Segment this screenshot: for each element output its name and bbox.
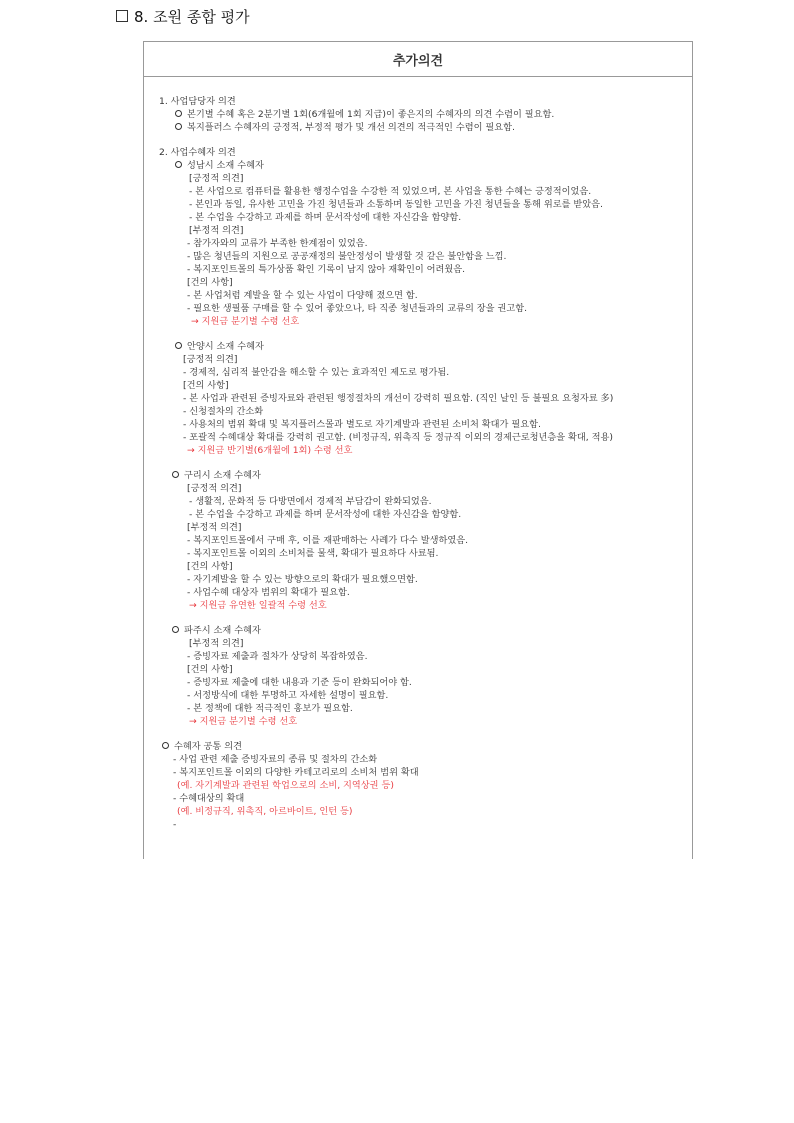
bullet-circle-icon xyxy=(175,342,182,349)
opinion-line-text: - 복지포인트몰의 특가상품 확인 기록이 남지 않아 재확인이 어려웠음. xyxy=(187,264,466,275)
opinion-box xyxy=(143,41,693,859)
opinion-line-text: → 지원금 분기별 수령 선호 xyxy=(191,316,300,327)
opinion-line xyxy=(189,508,461,521)
opinion-line xyxy=(175,340,264,353)
opinion-line-text: - 본 사업과 관련된 증빙자료와 관련된 행정절차의 개선이 강력히 필요함. (직인 날인 등 불필요 요청자료 多) xyxy=(183,393,614,404)
section-title: 8. 조원 종합 평가 xyxy=(134,7,250,26)
opinion-line-text: - 경제적, 심리적 불안감을 해소할 수 있는 효과적인 제도로 평가됨. xyxy=(183,367,450,378)
opinion-line-text: - 복지포인트몰 이외의 소비처를 물색, 확대가 필요하다 사료됨. xyxy=(187,548,439,559)
opinion-line-text: - 수혜대상의 확대 xyxy=(173,793,245,804)
opinion-line xyxy=(189,224,243,237)
opinion-line xyxy=(187,573,418,586)
opinion-line-text: - 본 수업을 수강하고 과제를 하며 문서작성에 대한 자신감을 함양함. xyxy=(189,212,462,223)
opinion-line-text: 2. 사업수혜자 의견 xyxy=(159,147,236,158)
opinion-line-text: 파주시 소재 수혜자 xyxy=(184,625,261,636)
opinion-line-text: [건의 사항] xyxy=(183,380,229,391)
opinion-line-text: - 복지포인트몰 이외의 다양한 카테고리로의 소비처 범위 확대 xyxy=(173,767,419,778)
opinion-line xyxy=(189,715,297,728)
opinion-line xyxy=(173,792,244,805)
opinion-line xyxy=(187,482,241,495)
opinion-line-text: → 지원금 유연한 일괄적 수령 선호 xyxy=(189,600,327,611)
opinion-line xyxy=(187,689,388,702)
opinion-line xyxy=(189,185,591,198)
opinion-line-text: 수혜자 공통 의견 xyxy=(174,741,242,752)
opinion-line-text: - 증빙자료 제출과 절차가 상당히 복잡하였음. xyxy=(187,651,368,662)
opinion-line-text: - 필요한 생필품 구매를 할 수 있어 좋았으나, 타 직종 청년들과의 교류의 장을 권고함. xyxy=(187,303,527,314)
opinion-line xyxy=(187,263,465,276)
opinion-line xyxy=(162,740,242,753)
opinion-line-text: (예. 자기계발과 관련된 학업으로의 소비, 지역상권 등) xyxy=(177,780,394,791)
opinion-line-text: 성남시 소재 수혜자 xyxy=(187,160,264,171)
opinion-line xyxy=(187,534,468,547)
opinion-line xyxy=(183,353,237,366)
opinion-line xyxy=(187,289,418,302)
opinion-line-text: - 본 사업으로 컴퓨터를 활용한 행정수업을 수강한 적 있었으며, 본 사업을 통한 수혜는 긍정적이었음. xyxy=(189,186,592,197)
opinion-line-text: - 본 정책에 대한 적극적인 홍보가 필요함. xyxy=(187,703,353,714)
opinion-line-text: - 신청절차의 간소화 xyxy=(183,406,264,417)
opinion-line-text: [긍정적 의견] xyxy=(189,173,244,184)
opinion-line xyxy=(187,237,368,250)
opinion-line xyxy=(183,379,229,392)
opinion-line-text: [부정적 의견] xyxy=(189,638,244,649)
opinion-line xyxy=(187,250,506,263)
opinion-line-text: [건의 사항] xyxy=(187,277,233,288)
opinion-line xyxy=(187,521,241,534)
opinion-line xyxy=(173,818,176,831)
opinion-line xyxy=(172,469,261,482)
opinion-line xyxy=(189,495,432,508)
bullet-circle-icon xyxy=(172,626,179,633)
opinion-line xyxy=(189,599,327,612)
opinion-line xyxy=(187,547,438,560)
opinion-line-text: [긍정적 의견] xyxy=(187,483,242,494)
opinion-line-text: - 자기계발을 할 수 있는 방향으로의 확대가 필요했으면함. xyxy=(187,574,418,585)
bullet-circle-icon xyxy=(172,471,179,478)
opinion-line xyxy=(187,702,353,715)
opinion-line xyxy=(183,405,263,418)
section-heading xyxy=(116,6,250,26)
opinion-line-text: - 많은 청년들의 지원으로 공공재정의 불안정성이 발생할 것 같은 불안함을 느낌. xyxy=(187,251,507,262)
opinion-line xyxy=(177,805,352,818)
opinion-line xyxy=(189,211,461,224)
opinion-line-text: 본기별 수혜 혹은 2분기별 1회(6개월에 1회 지급)이 좋은지의 수혜자의 의견 수렴이 필요함. xyxy=(187,109,555,120)
bullet-circle-icon xyxy=(175,110,182,117)
opinion-line-text: - 서정방식에 대한 투명하고 자세한 설명이 필요함. xyxy=(187,690,389,701)
opinion-line xyxy=(183,431,613,444)
opinion-line xyxy=(187,302,527,315)
opinion-line-text: 구리시 소재 수혜자 xyxy=(184,470,261,481)
opinion-line-text: - 사업수혜 대상자 범위의 확대가 필요함. xyxy=(187,587,350,598)
opinion-line xyxy=(183,366,449,379)
opinion-line xyxy=(187,586,350,599)
opinion-line-text: - 포괄적 수혜대상 확대를 강력히 권고함. (비정규직, 위촉직 등 정규직 이외의 경제근로청년층을 확대, 적용) xyxy=(183,432,613,443)
opinion-line-text: → 지원금 반기별(6개월에 1회) 수령 선호 xyxy=(187,445,353,456)
opinion-line-text: [긍정적 의견] xyxy=(183,354,238,365)
opinion-line xyxy=(183,392,613,405)
bullet-circle-icon xyxy=(175,161,182,168)
opinion-line-text: [부정적 의견] xyxy=(187,522,242,533)
opinion-line xyxy=(159,146,236,159)
opinion-line-text: 안양시 소재 수혜자 xyxy=(187,341,264,352)
bullet-circle-icon xyxy=(162,742,169,749)
opinion-line-text: (예. 비정규직, 위촉직, 아르바이트, 인턴 등) xyxy=(177,806,353,817)
bullet-circle-icon xyxy=(175,123,182,130)
opinion-line-text: - 참가자와의 교류가 부족한 한계점이 있었음. xyxy=(187,238,368,249)
opinion-line-text: 복지플러스 수혜자의 긍정적, 부정적 평가 및 개선 의견의 적극적인 수렴이 필요함. xyxy=(187,122,515,133)
opinion-line xyxy=(183,418,541,431)
opinion-line-text: - 사업 관련 제출 증빙자료의 종류 및 절차의 간소화 xyxy=(173,754,378,765)
opinion-line xyxy=(187,663,233,676)
opinion-line xyxy=(173,753,377,766)
opinion-line-text: - 본 수업을 수강하고 과제를 하며 문서작성에 대한 자신감을 함양함. xyxy=(189,509,462,520)
opinion-line xyxy=(159,95,236,108)
opinion-line xyxy=(177,779,394,792)
opinion-line xyxy=(187,444,352,457)
opinion-line-text: [부정적 의견] xyxy=(189,225,244,236)
opinion-line-text: [건의 사항] xyxy=(187,664,233,675)
opinion-line xyxy=(173,766,419,779)
opinion-line-text: - xyxy=(173,819,177,830)
box-header: 추가의견 xyxy=(144,42,692,77)
checkbox-icon xyxy=(116,10,128,22)
opinion-line-text: - 생활적, 문화적 등 다방면에서 경제적 부담감이 완화되었음. xyxy=(189,496,432,507)
opinion-line-text: - 증빙자료 제출에 대한 내용과 기준 등이 완화되어야 함. xyxy=(187,677,412,688)
opinion-line xyxy=(172,624,261,637)
opinion-line xyxy=(175,121,515,134)
opinion-line-text: - 복지포인트몰에서 구매 후, 이를 재판매하는 사례가 다수 발생하였음. xyxy=(187,535,469,546)
opinion-line-text: 1. 사업담당자 의견 xyxy=(159,96,236,107)
opinion-line xyxy=(189,637,243,650)
opinion-line xyxy=(187,676,412,689)
opinion-line-text: - 본인과 동일, 유사한 고민을 가진 청년들과 소통하며 동일한 고민을 가진 청년들을 통해 위로를 받았음. xyxy=(189,199,603,210)
opinion-line xyxy=(189,172,243,185)
opinion-line xyxy=(191,315,299,328)
opinion-line-text: - 본 사업처럼 계발을 할 수 있는 사업이 다양해 졌으면 함. xyxy=(187,290,418,301)
opinion-line xyxy=(187,276,233,289)
opinion-line-text: [건의 사항] xyxy=(187,561,233,572)
opinion-line-text: → 지원금 분기별 수령 선호 xyxy=(189,716,298,727)
opinion-line xyxy=(187,650,368,663)
opinion-line xyxy=(187,560,233,573)
opinion-line-text: - 사용처의 범위 확대 및 복지플러스몰과 별도로 자기계발과 관련된 소비처 확대가 필요함. xyxy=(183,419,541,430)
opinion-line xyxy=(175,108,554,121)
opinion-line xyxy=(189,198,603,211)
opinion-line xyxy=(175,159,264,172)
